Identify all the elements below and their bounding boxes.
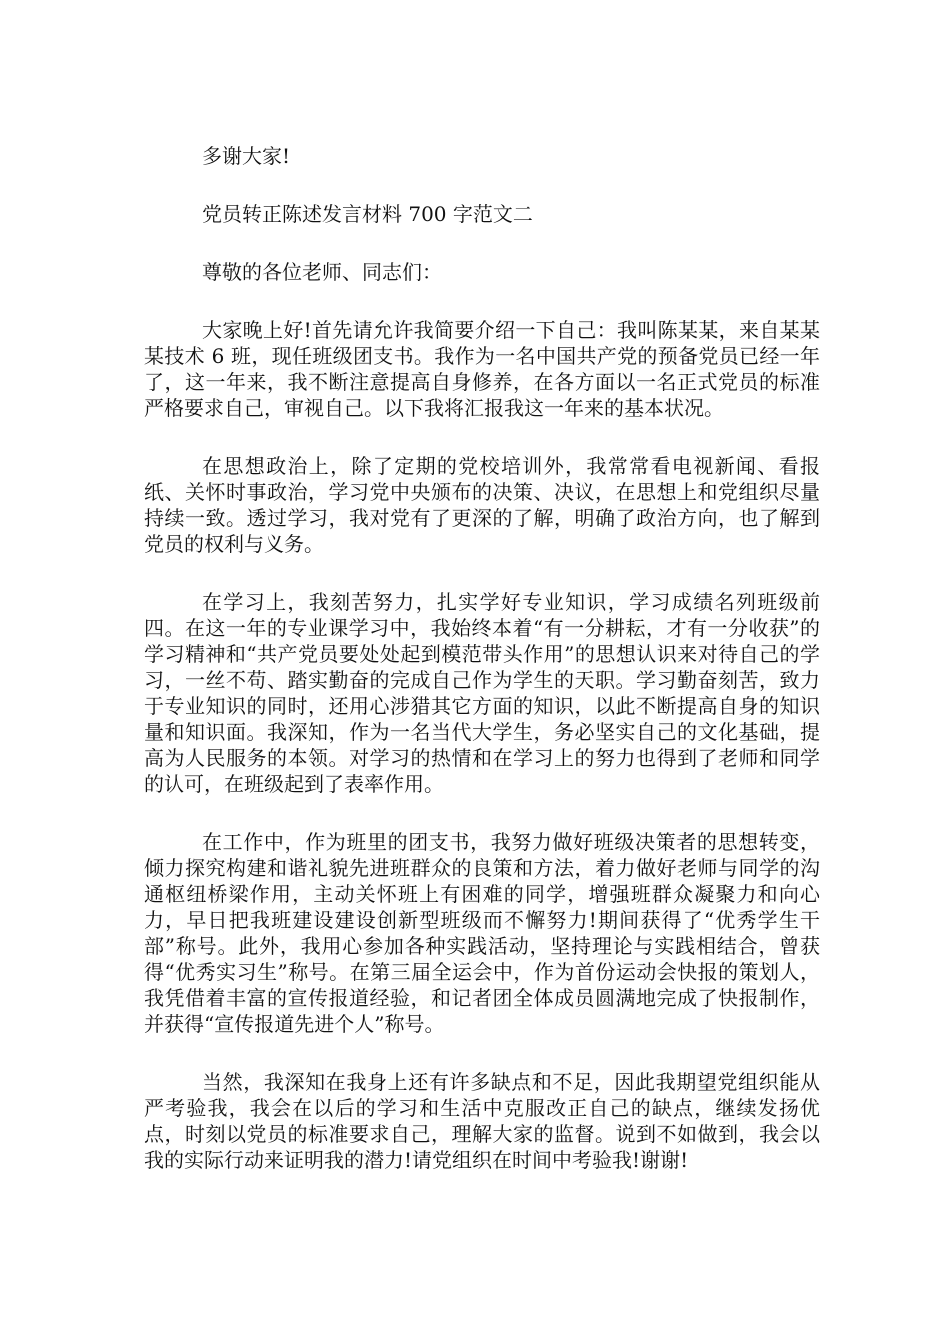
paragraph-work: 在工作中，作为班里的团支书，我努力做好班级决策者的思想转变，倾力探究构建和谐礼貌先进班群众的良策和方法，着力做好老师与同学的沟通枢纽桥梁作用，主动关怀班上有困难的同学，增强班群众凝聚力和向心力，早日把我班建设建设创新型班级而不懈努力!期间获得了“优秀学生干部”称号。此外，我用心参加各种实践活动，坚持理论与实践相结合，曾获得“优秀实习生”称号。在第三届全运会中，作为首份运动会快报的策划人，我凭借着丰富的宣传报道经验，和记者团全体成员圆满地完成了快报制作，并获得“宣传报道先进个人”称号。: [144, 830, 820, 1036]
paragraph-introduction: 大家晚上好!首先请允许我简要介绍一下自己：我叫陈某某，来自某某某技术 6 班，现任班级团支书。我作为一名中国共产党的预备党员已经一年了，这一年来，我不断注意提高自身修养，在各方面以一名正式党员的标准严格要求自己，审视自己。以下我将汇报我这一年来的基本状况。: [144, 318, 820, 420]
document-body: [144, 143, 820, 1205]
paragraph-conclusion: 当然，我深知在我身上还有许多缺点和不足，因此我期望党组织能从严考验我，我会在以后的学习和生活中克服改正自己的缺点，继续发扬优点，时刻以党员的标准要求自己，理解大家的监督。说到不如做到，我会以我的实际行动来证明我的潜力!请党组织在时间中考验我!谢谢!: [144, 1070, 820, 1172]
section-title: 党员转正陈述发言材料 700 字范文二: [202, 202, 533, 226]
salutation: 尊敬的各位老师、同志们：: [202, 260, 442, 284]
paragraph-study: 在学习上，我刻苦努力，扎实学好专业知识，学习成绩名列班级前四。在这一年的专业课学习中，我始终本着“有一分耕耘，才有一分收获”的学习精神和“共产党员要处处起到模范带头作用”的思想认识来对待自己的学习，一丝不苟、踏实勤奋的完成自己作为学生的天职。学习勤奋刻苦，致力于专业知识的同时，还用心涉猎其它方面的知识，以此不断提高自身的知识量和知识面。我深知，作为一名当代大学生，务必坚实自己的文化基础，提高为人民服务的本领。对学习的热情和在学习上的努力也得到了老师和同学的认可，在班级起到了表率作用。: [144, 590, 820, 796]
paragraph-political-thought: 在思想政治上，除了定期的党校培训外，我常常看电视新闻、看报纸、关怀时事政治，学习党中央颁布的决策、决议，在思想上和党组织尽量持续一致。透过学习，我对党有了更深的了解，明确了政治方向，也了解到党员的权利与义务。: [144, 454, 820, 556]
closing-thanks-line: 多谢大家!: [202, 144, 291, 168]
